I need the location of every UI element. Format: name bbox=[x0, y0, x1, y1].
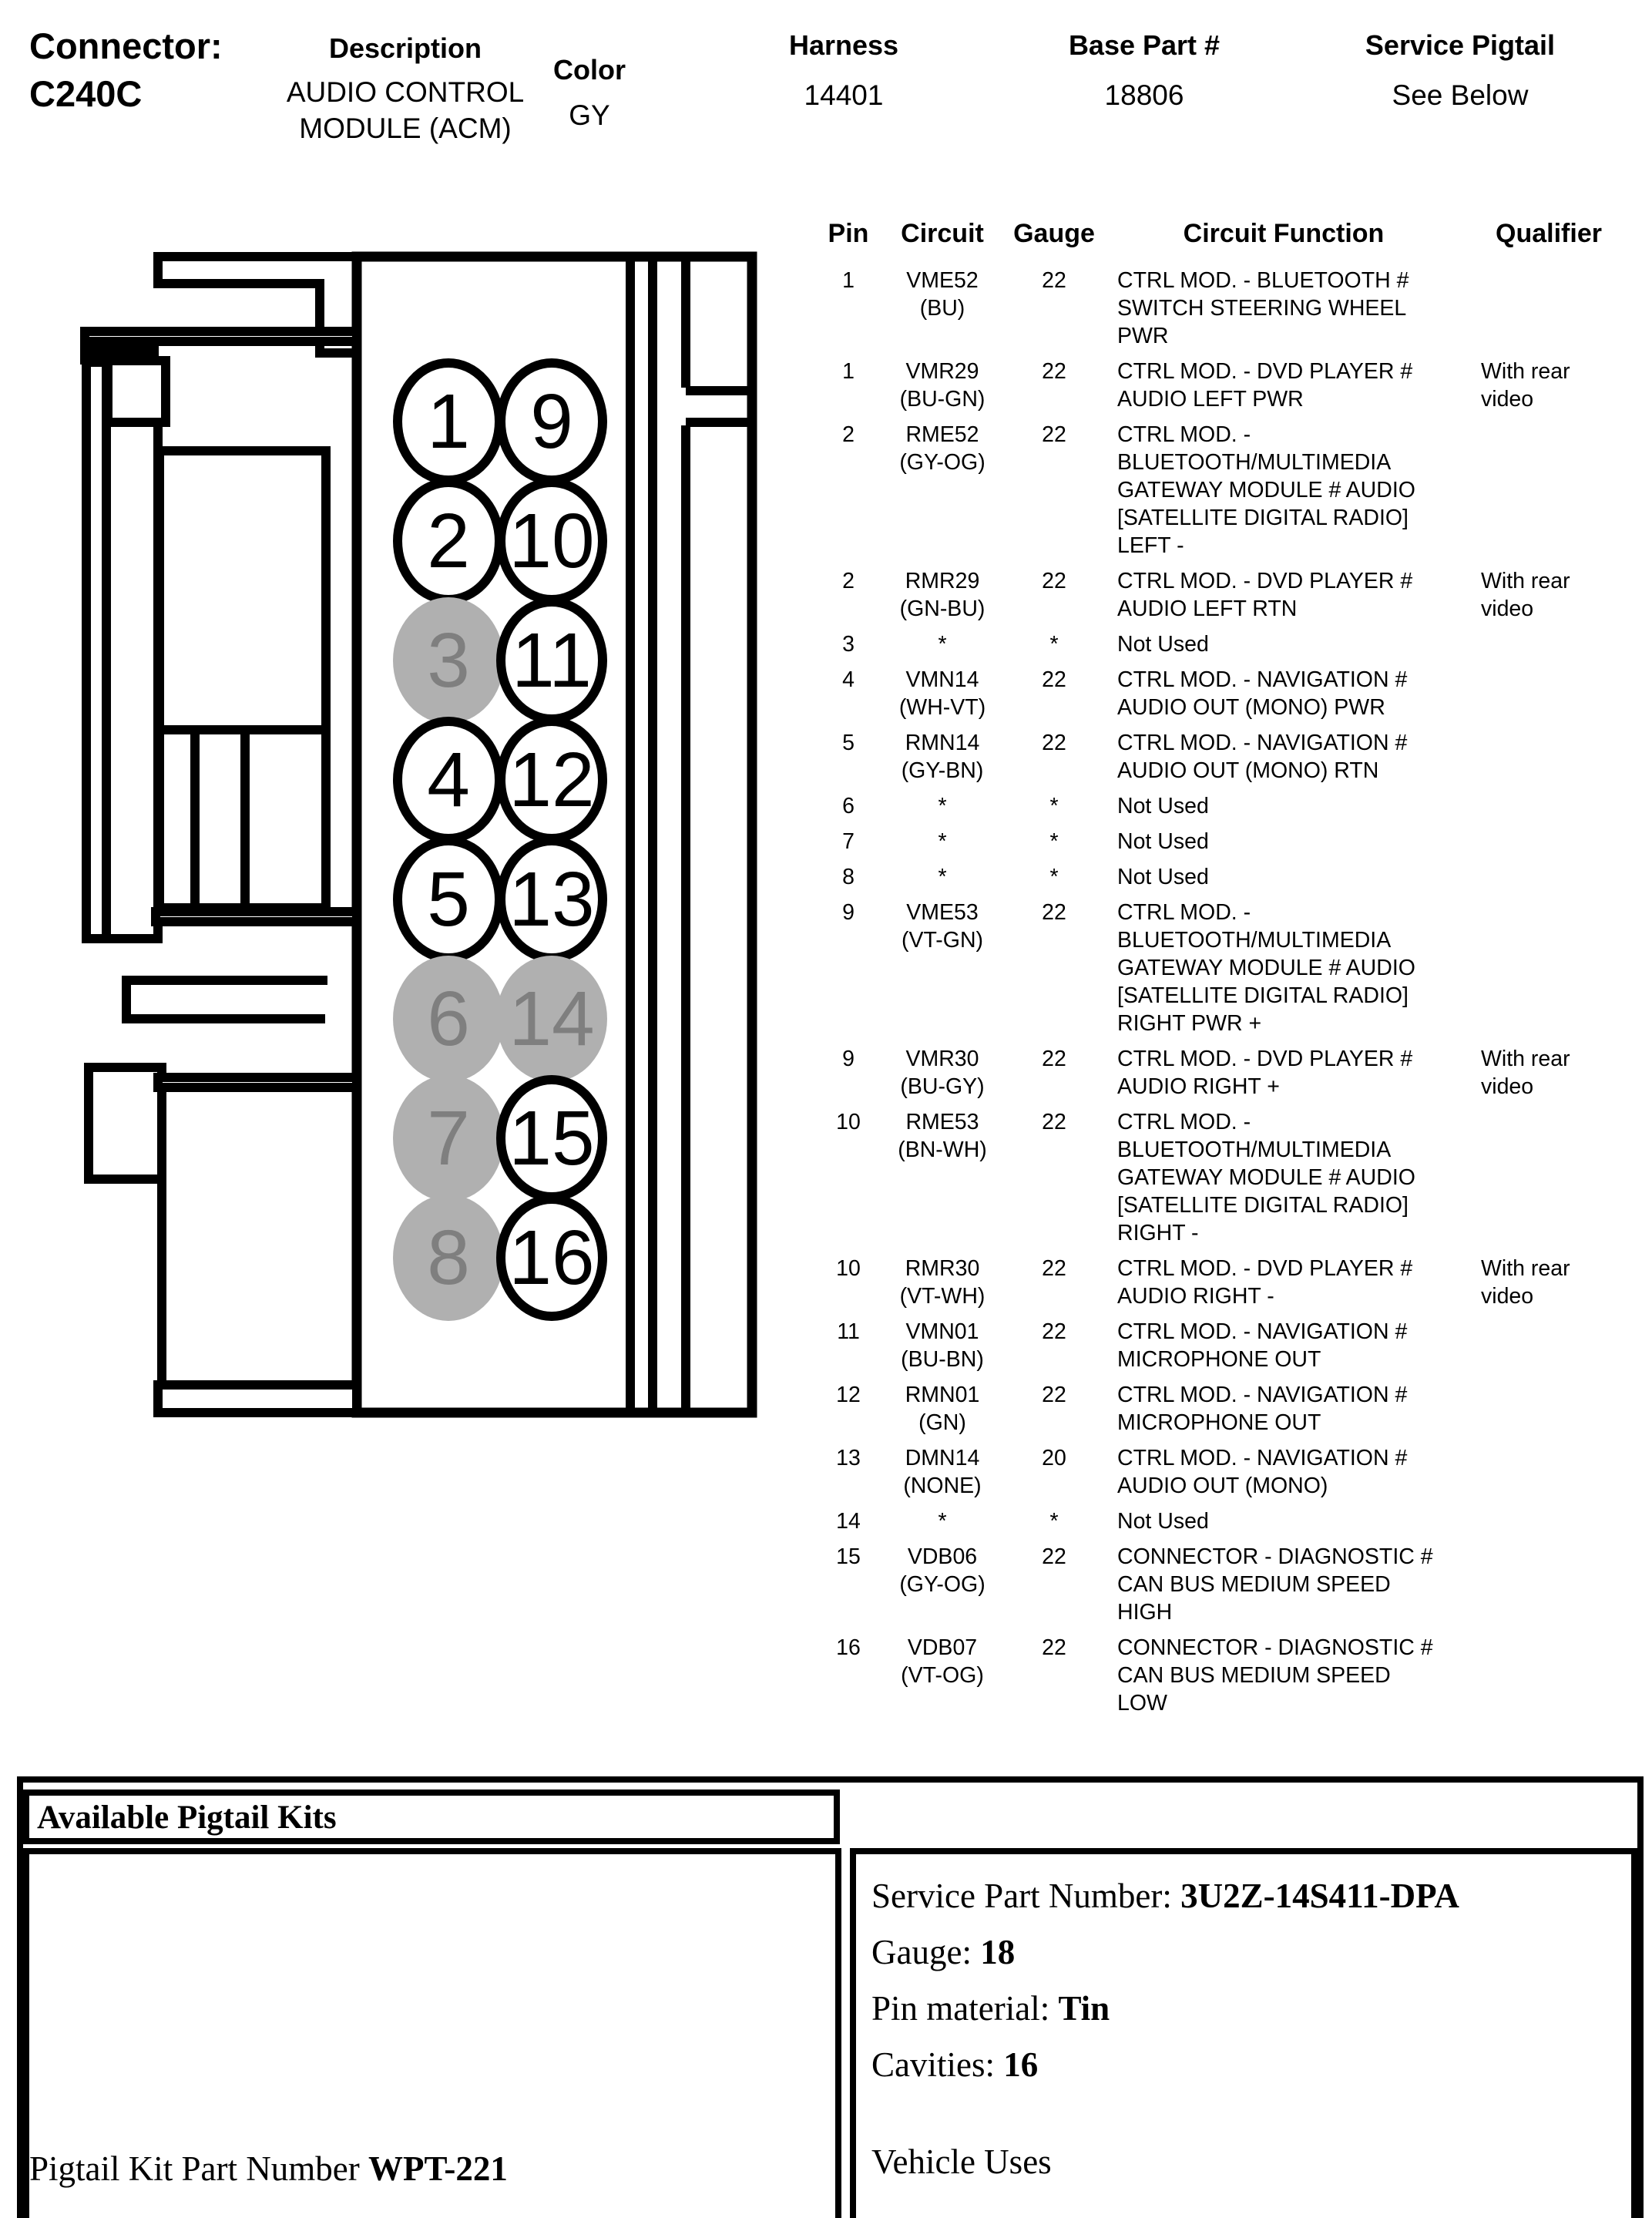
circuit-line: * bbox=[938, 794, 947, 818]
pin-table-row bbox=[817, 1381, 1652, 1437]
pin-table-row bbox=[817, 792, 1652, 820]
function-line: CTRL MOD. - NAVIGATION # bbox=[1117, 667, 1408, 692]
pin-cell: 11 bbox=[837, 1319, 860, 1344]
qualifier-line: With rear bbox=[1481, 1047, 1570, 1071]
function-line: CTRL MOD. - BLUETOOTH # bbox=[1117, 268, 1409, 293]
pin-table-row bbox=[817, 1318, 1652, 1373]
pin-table-row bbox=[817, 358, 1652, 413]
function-line: RIGHT - bbox=[1117, 1221, 1199, 1245]
connector-pin-number-1: 1 bbox=[427, 378, 470, 465]
circuit-function-cell bbox=[1103, 899, 1464, 1037]
connector-pin-number-4: 4 bbox=[427, 737, 470, 823]
qualifier-cell bbox=[1464, 421, 1634, 560]
function-line: RIGHT PWR + bbox=[1117, 1011, 1262, 1036]
pin-cell: 1 bbox=[842, 359, 855, 384]
function-line: AUDIO OUT (MONO) PWR bbox=[1117, 695, 1385, 720]
pin-cell: 5 bbox=[842, 731, 855, 755]
function-line: CAN BUS MEDIUM SPEED bbox=[1117, 1663, 1391, 1688]
pin-table-row bbox=[817, 863, 1652, 891]
function-line: CTRL MOD. - bbox=[1117, 422, 1251, 447]
qualifier-cell bbox=[1464, 1108, 1634, 1247]
pin-cell: 7 bbox=[842, 829, 855, 854]
pin-table-row bbox=[817, 630, 1652, 658]
connector-pin-number-14: 14 bbox=[509, 976, 595, 1062]
detail-service-part-number-value: 3U2Z-14S411-DPA bbox=[1180, 1877, 1459, 1915]
function-line: Not Used bbox=[1117, 1509, 1209, 1534]
circuit-cell bbox=[880, 1634, 1005, 1717]
qualifier-line: With rear bbox=[1481, 359, 1570, 384]
gauge-cell: * bbox=[1049, 1509, 1059, 1534]
circuit-function-cell bbox=[1103, 1444, 1464, 1500]
circuit-function-cell bbox=[1103, 863, 1464, 891]
circuit-function-cell bbox=[1103, 1634, 1464, 1717]
circuit-cell bbox=[880, 358, 1005, 413]
qualifier-cell bbox=[1464, 1318, 1634, 1373]
function-line: PWR bbox=[1117, 324, 1169, 348]
pin-cell: 8 bbox=[842, 865, 855, 889]
service-pigtail-value: See Below bbox=[1392, 79, 1529, 111]
pin-table-row bbox=[817, 1634, 1652, 1717]
pin-table-rows bbox=[817, 267, 1652, 1717]
harness-label: Harness bbox=[788, 29, 899, 61]
circuit-line: (NONE) bbox=[903, 1474, 982, 1498]
color-label: Color bbox=[553, 54, 626, 86]
circuit-line: VDB07 bbox=[907, 1635, 978, 1660]
detail-pin-material-value: Tin bbox=[1058, 1989, 1110, 2028]
detail-service-part-number-label: Service Part Number: bbox=[871, 1877, 1181, 1915]
description-value-line2: MODULE (ACM) bbox=[299, 113, 512, 144]
qualifier-line: With rear bbox=[1481, 569, 1570, 593]
description-value-line1: AUDIO CONTROL bbox=[286, 76, 525, 108]
function-line: MICROPHONE OUT bbox=[1117, 1347, 1321, 1372]
connector-pin-number-11: 11 bbox=[512, 617, 592, 704]
pin-cell: 12 bbox=[836, 1383, 861, 1407]
function-line: GATEWAY MODULE # AUDIO bbox=[1117, 956, 1415, 980]
circuit-function-cell bbox=[1103, 1381, 1464, 1437]
gauge-cell: 22 bbox=[1042, 1047, 1066, 1071]
qualifier-cell bbox=[1464, 1634, 1634, 1717]
gauge-cell: * bbox=[1049, 794, 1059, 818]
function-line: GATEWAY MODULE # AUDIO bbox=[1117, 1165, 1415, 1190]
circuit-line: VMR30 bbox=[905, 1047, 979, 1071]
qualifier-cell bbox=[1464, 1255, 1634, 1310]
function-line: BLUETOOTH/MULTIMEDIA bbox=[1117, 450, 1392, 475]
pin-table bbox=[817, 217, 1652, 1725]
gauge-cell: 22 bbox=[1042, 1319, 1066, 1344]
circuit-line: (BU) bbox=[919, 296, 965, 321]
pin-table-row bbox=[817, 828, 1652, 855]
qualifier-cell bbox=[1464, 863, 1634, 891]
pin-table-header-pin: Pin bbox=[828, 219, 869, 248]
function-line: CTRL MOD. - DVD PLAYER # bbox=[1117, 569, 1413, 593]
qualifier-cell bbox=[1464, 630, 1634, 658]
function-line: [SATELLITE DIGITAL RADIO] bbox=[1117, 1193, 1409, 1218]
gauge-cell: 22 bbox=[1042, 667, 1066, 692]
function-line: Not Used bbox=[1117, 829, 1209, 854]
circuit-function-cell bbox=[1103, 358, 1464, 413]
function-line: SWITCH STEERING WHEEL bbox=[1117, 296, 1407, 321]
circuit-line: RMN14 bbox=[905, 731, 980, 755]
header-col-service-pigtail bbox=[1341, 29, 1580, 113]
circuit-function-cell bbox=[1103, 1318, 1464, 1373]
qualifier-cell bbox=[1464, 567, 1634, 623]
pin-cell: 4 bbox=[842, 667, 855, 692]
connector-id: C240C bbox=[29, 73, 143, 114]
pin-cell: 14 bbox=[836, 1509, 861, 1534]
function-line: CAN BUS MEDIUM SPEED bbox=[1117, 1572, 1391, 1597]
circuit-line: RME52 bbox=[905, 422, 979, 447]
vehicle-uses-label: Vehicle Uses bbox=[871, 2142, 1052, 2181]
circuit-cell bbox=[880, 421, 1005, 560]
circuit-cell bbox=[880, 1444, 1005, 1500]
connector-pin-number-7: 7 bbox=[427, 1095, 470, 1181]
service-pigtail-label: Service Pigtail bbox=[1365, 29, 1556, 61]
function-line: BLUETOOTH/MULTIMEDIA bbox=[1117, 928, 1392, 953]
function-line: CTRL MOD. - bbox=[1117, 900, 1251, 925]
pin-table-row bbox=[817, 666, 1652, 721]
connector-pin-number-12: 12 bbox=[509, 737, 595, 823]
qualifier-cell bbox=[1464, 358, 1634, 413]
function-line: CONNECTOR - DIAGNOSTIC # bbox=[1117, 1544, 1433, 1569]
detail-cavities-label: Cavities: bbox=[871, 2045, 1004, 2084]
pin-table-header-qualifier: Qualifier bbox=[1496, 219, 1602, 248]
function-line: AUDIO LEFT PWR bbox=[1117, 387, 1304, 412]
circuit-line: * bbox=[938, 865, 947, 889]
circuit-line: * bbox=[938, 1509, 947, 1534]
circuit-line: DMN14 bbox=[905, 1446, 980, 1470]
base-part-value: 18806 bbox=[1104, 79, 1184, 111]
detail-cavities-value: 16 bbox=[1003, 2045, 1039, 2084]
circuit-line: (GY-OG) bbox=[899, 450, 985, 475]
function-line: CONNECTOR - DIAGNOSTIC # bbox=[1117, 1635, 1433, 1660]
circuit-line: (VT-OG) bbox=[901, 1663, 984, 1688]
function-line: Not Used bbox=[1117, 865, 1209, 889]
circuit-line: VMR29 bbox=[905, 359, 979, 384]
circuit-cell bbox=[880, 666, 1005, 721]
qualifier-cell bbox=[1464, 1381, 1634, 1437]
connector-pin-number-10: 10 bbox=[509, 498, 595, 584]
pin-cell: 10 bbox=[836, 1110, 861, 1134]
pin-table-row bbox=[817, 1108, 1652, 1247]
circuit-cell bbox=[880, 1045, 1005, 1101]
function-line: CTRL MOD. - DVD PLAYER # bbox=[1117, 1047, 1413, 1071]
circuit-cell bbox=[880, 1108, 1005, 1247]
qualifier-cell bbox=[1464, 1507, 1634, 1535]
function-line: [SATELLITE DIGITAL RADIO] bbox=[1117, 983, 1409, 1008]
qualifier-line: video bbox=[1481, 1074, 1534, 1099]
detail-gauge bbox=[871, 1932, 1631, 1972]
gauge-cell: 22 bbox=[1042, 1110, 1066, 1134]
circuit-function-cell bbox=[1103, 1255, 1464, 1310]
connector-pin-number-16: 16 bbox=[509, 1215, 595, 1301]
circuit-function-cell bbox=[1103, 1045, 1464, 1101]
pin-table-header-function: Circuit Function bbox=[1183, 219, 1385, 248]
circuit-line: RMR30 bbox=[905, 1256, 980, 1281]
circuit-line: VME52 bbox=[906, 268, 979, 293]
pin-table-row bbox=[817, 899, 1652, 1037]
pin-cell: 6 bbox=[842, 794, 855, 818]
gauge-cell: 22 bbox=[1042, 1635, 1066, 1660]
gauge-cell: 20 bbox=[1042, 1446, 1066, 1470]
circuit-cell bbox=[880, 1255, 1005, 1310]
connector-pin-number-9: 9 bbox=[530, 378, 573, 465]
detail-gauge-label: Gauge: bbox=[871, 1933, 981, 1971]
pin-table-header-gauge: Gauge bbox=[1013, 219, 1095, 248]
qualifier-line: video bbox=[1481, 597, 1534, 621]
gauge-cell: * bbox=[1049, 632, 1059, 657]
pin-cell: 1 bbox=[842, 268, 855, 293]
circuit-function-cell bbox=[1103, 729, 1464, 785]
qualifier-cell bbox=[1464, 1045, 1634, 1101]
circuit-line: (BU-GY) bbox=[900, 1074, 985, 1099]
circuit-cell bbox=[880, 729, 1005, 785]
circuit-function-cell bbox=[1103, 828, 1464, 855]
circuit-line: RMR29 bbox=[905, 569, 980, 593]
detail-pin-material bbox=[871, 1988, 1631, 2028]
function-line: BLUETOOTH/MULTIMEDIA bbox=[1117, 1138, 1392, 1162]
pin-cell: 15 bbox=[836, 1544, 861, 1569]
pin-table-row bbox=[817, 729, 1652, 785]
pigtail-kit-part-number-label: Pigtail Kit Part Number bbox=[29, 2149, 368, 2188]
circuit-line: * bbox=[938, 632, 947, 657]
header-col-base-part bbox=[1032, 29, 1256, 113]
pigtail-kit-part-number-value: WPT-221 bbox=[368, 2149, 508, 2188]
pin-table-row bbox=[817, 567, 1652, 623]
pin-table-header-circuit: Circuit bbox=[901, 219, 984, 248]
circuit-line: (BU-BN) bbox=[901, 1347, 984, 1372]
function-line: Not Used bbox=[1117, 632, 1209, 657]
function-line: LEFT - bbox=[1117, 533, 1184, 558]
detail-service-part-number bbox=[871, 1876, 1631, 1916]
circuit-line: (BU-GN) bbox=[899, 387, 985, 412]
circuit-line: (GN) bbox=[918, 1410, 966, 1435]
function-line: GATEWAY MODULE # AUDIO bbox=[1117, 478, 1415, 502]
gauge-cell: 22 bbox=[1042, 731, 1066, 755]
pin-table-row bbox=[817, 267, 1652, 350]
circuit-function-cell bbox=[1103, 666, 1464, 721]
circuit-cell bbox=[880, 567, 1005, 623]
qualifier-cell bbox=[1464, 792, 1634, 820]
gauge-cell: * bbox=[1049, 865, 1059, 889]
function-line: AUDIO OUT (MONO) RTN bbox=[1117, 758, 1379, 783]
base-part-label: Base Part # bbox=[1068, 29, 1221, 61]
circuit-function-cell bbox=[1103, 267, 1464, 350]
qualifier-cell bbox=[1464, 1444, 1634, 1500]
function-line: CTRL MOD. - DVD PLAYER # bbox=[1117, 1256, 1413, 1281]
function-line: HIGH bbox=[1117, 1600, 1173, 1625]
circuit-line: VMN01 bbox=[905, 1319, 979, 1344]
circuit-function-cell bbox=[1103, 1543, 1464, 1626]
circuit-cell bbox=[880, 792, 1005, 820]
function-line: AUDIO RIGHT - bbox=[1117, 1284, 1274, 1309]
pin-table-row bbox=[817, 1444, 1652, 1500]
function-line: AUDIO OUT (MONO) bbox=[1117, 1474, 1328, 1498]
gauge-cell: 22 bbox=[1042, 1544, 1066, 1569]
qualifier-cell bbox=[1464, 729, 1634, 785]
function-line: CTRL MOD. - DVD PLAYER # bbox=[1117, 359, 1413, 384]
circuit-line: VDB06 bbox=[907, 1544, 978, 1569]
circuit-line: (VT-GN) bbox=[901, 928, 984, 953]
pin-table-row bbox=[817, 421, 1652, 560]
circuit-cell bbox=[880, 1318, 1005, 1373]
circuit-line: VMN14 bbox=[905, 667, 979, 692]
circuit-line: VME53 bbox=[906, 900, 979, 925]
function-line: MICROPHONE OUT bbox=[1117, 1410, 1321, 1435]
circuit-line: (GY-OG) bbox=[899, 1572, 985, 1597]
circuit-line: * bbox=[938, 829, 947, 854]
circuit-function-cell bbox=[1103, 792, 1464, 820]
circuit-line: (GN-BU) bbox=[899, 597, 985, 621]
circuit-cell bbox=[880, 1543, 1005, 1626]
gauge-cell: 22 bbox=[1042, 900, 1066, 925]
detail-gauge-value: 18 bbox=[980, 1933, 1016, 1971]
function-line: LOW bbox=[1117, 1691, 1167, 1716]
circuit-cell bbox=[880, 267, 1005, 350]
gauge-cell: * bbox=[1049, 829, 1059, 854]
qualifier-line: With rear bbox=[1481, 1256, 1570, 1281]
pin-cell: 2 bbox=[842, 422, 855, 447]
circuit-cell bbox=[880, 899, 1005, 1037]
harness-value: 14401 bbox=[804, 79, 884, 111]
connector-diagram bbox=[0, 0, 817, 1464]
available-pigtail-kits-title: Available Pigtail Kits bbox=[37, 1800, 337, 1836]
circuit-function-cell bbox=[1103, 630, 1464, 658]
available-pigtail-kits-box bbox=[23, 1790, 840, 1844]
function-line: Not Used bbox=[1117, 794, 1209, 818]
pin-cell: 16 bbox=[836, 1635, 861, 1660]
circuit-line: (WH-VT) bbox=[898, 695, 986, 720]
gauge-cell: 22 bbox=[1042, 268, 1066, 293]
connector-label: Connector: bbox=[29, 25, 223, 66]
function-line: CTRL MOD. - NAVIGATION # bbox=[1117, 1446, 1408, 1470]
connector-pin-number-3: 3 bbox=[427, 617, 470, 704]
function-line: CTRL MOD. - bbox=[1117, 1110, 1251, 1134]
pin-table-row bbox=[817, 1543, 1652, 1626]
circuit-line: (GY-BN) bbox=[901, 758, 984, 783]
description-label: Description bbox=[328, 32, 482, 64]
pin-table-row bbox=[817, 1045, 1652, 1101]
connector-pin-number-13: 13 bbox=[509, 856, 595, 943]
qualifier-line: video bbox=[1481, 387, 1534, 412]
connector-pin-number-6: 6 bbox=[427, 976, 470, 1062]
connector-pin-number-2: 2 bbox=[427, 498, 470, 584]
pin-cell: 10 bbox=[836, 1256, 861, 1281]
pin-table-row bbox=[817, 1507, 1652, 1535]
pin-cell: 9 bbox=[842, 1047, 855, 1071]
qualifier-cell bbox=[1464, 267, 1634, 350]
gauge-cell: 22 bbox=[1042, 1256, 1066, 1281]
circuit-cell bbox=[880, 1381, 1005, 1437]
function-line: CTRL MOD. - NAVIGATION # bbox=[1117, 1383, 1408, 1407]
service-part-details-box bbox=[850, 1848, 1637, 2218]
circuit-cell bbox=[880, 1507, 1005, 1535]
pin-cell: 13 bbox=[836, 1446, 861, 1470]
circuit-function-cell bbox=[1103, 1507, 1464, 1535]
pin-table-header bbox=[817, 217, 1652, 250]
detail-pin-material-label: Pin material: bbox=[871, 1989, 1059, 2028]
gauge-cell: 22 bbox=[1042, 1383, 1066, 1407]
function-line: AUDIO RIGHT + bbox=[1117, 1074, 1280, 1099]
circuit-cell bbox=[880, 630, 1005, 658]
circuit-line: (VT-WH) bbox=[899, 1284, 985, 1309]
circuit-function-cell bbox=[1103, 421, 1464, 560]
function-line: AUDIO LEFT RTN bbox=[1117, 597, 1298, 621]
connector-pin-number-5: 5 bbox=[427, 856, 470, 943]
pin-cell: 9 bbox=[842, 900, 855, 925]
circuit-function-cell bbox=[1103, 567, 1464, 623]
pin-cell: 3 bbox=[842, 632, 855, 657]
circuit-line: RMN01 bbox=[905, 1383, 980, 1407]
circuit-cell bbox=[880, 828, 1005, 855]
gauge-cell: 22 bbox=[1042, 569, 1066, 593]
circuit-function-cell bbox=[1103, 1108, 1464, 1247]
connector-pin-number-15: 15 bbox=[509, 1095, 595, 1181]
qualifier-cell bbox=[1464, 666, 1634, 721]
circuit-line: (BN-WH) bbox=[898, 1138, 987, 1162]
color-value: GY bbox=[569, 99, 610, 131]
detail-cavities bbox=[871, 2045, 1631, 2085]
circuit-line: RME53 bbox=[905, 1110, 979, 1134]
gauge-cell: 22 bbox=[1042, 422, 1066, 447]
circuit-cell bbox=[880, 863, 1005, 891]
function-line: CTRL MOD. - NAVIGATION # bbox=[1117, 1319, 1408, 1344]
connector-pin-number-8: 8 bbox=[427, 1215, 470, 1301]
gauge-cell: 22 bbox=[1042, 359, 1066, 384]
qualifier-cell bbox=[1464, 828, 1634, 855]
pin-cell: 2 bbox=[842, 569, 855, 593]
pigtail-kit-part-number bbox=[29, 2149, 508, 2189]
pin-table-row bbox=[817, 1255, 1652, 1310]
qualifier-cell bbox=[1464, 899, 1634, 1037]
qualifier-cell bbox=[1464, 1543, 1634, 1626]
function-line: [SATELLITE DIGITAL RADIO] bbox=[1117, 506, 1409, 530]
function-line: CTRL MOD. - NAVIGATION # bbox=[1117, 731, 1408, 755]
qualifier-line: video bbox=[1481, 1284, 1534, 1309]
